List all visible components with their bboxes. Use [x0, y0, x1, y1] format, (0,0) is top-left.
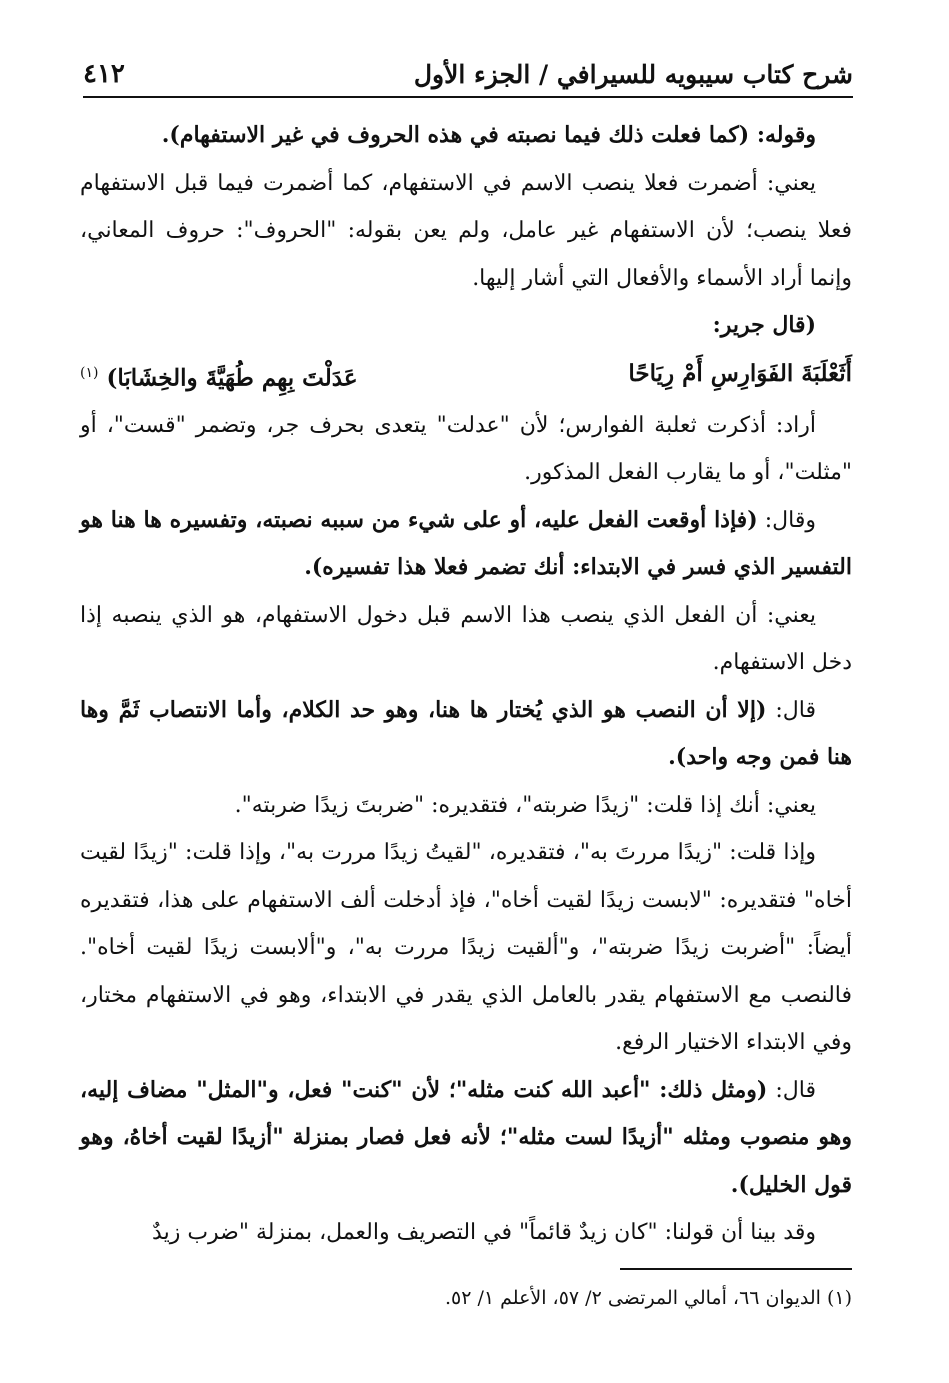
footnote-divider [620, 1268, 852, 1270]
paragraph [80, 497, 852, 592]
quote-lead: وقال: [757, 507, 817, 533]
verse-line [80, 350, 852, 402]
quote-lead: قال: [766, 697, 816, 723]
page-number: ٤١٢ [83, 59, 125, 89]
page-header [83, 52, 853, 98]
verse-second-text: عَدَلْتَ بِهِم طُهَيَّةَ والخِشَابَا) [106, 364, 358, 392]
quoted-text: (إلا أن النصب هو الذي يُختار ها هنا، وهو حد الكلام، وأما الانتصاب ثَمَّ وها هنا فمن وجه واحد). [80, 696, 852, 771]
paragraph: يعني: أضمرت فعلا ينصب الاسم في الاستفهام، كما أضمرت فيما قبل الاستفهام فعلا ينصب؛ لأن الاستفهام غير عامل، ولم يعن بقوله: "الحروف": حروف المعاني، وإنما أراد الأسماء والأفعال التي أشار إليها. [80, 170, 852, 291]
paragraph [80, 1067, 852, 1210]
page-body [80, 112, 852, 1257]
paragraph: وقوله: (كما فعلت ذلك فيما نصبته في هذه الحروف في غير الاستفهام). [161, 122, 816, 148]
quoted-text: (ومثل ذلك: "أعبد الله كنت مثله"؛ لأن "كنت" فعل، و"المثل" مضاف إليه، وهو منصوب ومثله "أزيدًا لست مثله"؛ لأنه فعل فصار بمنزلة "أزيدًا لقيت أخاهُ، وهو قول الخليل). [80, 1076, 852, 1198]
poet-attribution: (قال جرير: [712, 312, 816, 338]
verse-second-hemistich [80, 350, 358, 402]
verse-first-hemistich: أَثَعْلَبَةَ الفَوَارِسِ أَمْ رِيَاحًا [628, 359, 852, 387]
quote-lead: قال: [767, 1077, 816, 1103]
paragraph: وقد بينا أن قولنا: "كان زيدٌ قائماً" في التصريف والعمل، بمنزلة "ضرب زيدٌ [152, 1220, 816, 1246]
paragraph: يعني: أنك إذا قلت: "زيدًا ضربته"، فتقديره: "ضربتَ زيدًا ضربته". [234, 792, 816, 818]
footnote-reference: (١) [80, 364, 99, 381]
paragraph: أراد: أذكرت ثعلبة الفوارس؛ لأن "عدلت" يتعدى بحرف جر، وتضمر "قست"، أو "مثلت"، أو ما يقارب الفعل المذكور. [80, 412, 852, 486]
footnote: (١) الديوان ٦٦، أمالي المرتضى ٢/ ٥٧، الأعلم ١/ ٥٢. [444, 1287, 852, 1309]
paragraph: وإذا قلت: "زيدًا مررتَ به"، فتقديره، "لقيتُ زيدًا مررت به"، وإذا قلت: "زيدًا لقيت أخاه" فتقديره: "لابست زيدًا لقيت أخاه"، فإذ أدخلت ألف الاستفهام على هذا، فتقديره أيضاً: "أضربت زيدًا ضربته"، و"ألقيت زيدًا مررت به"، و"ألابست زيدًا لقيت أخاه". فالنصب مع الاستفهام يقدر بالعامل الذي يقدر في الابتداء، وهو في الاستفهام مختار، وفي الابتداء الاختيار الرفع. [80, 840, 852, 1056]
running-title: شرح كتاب سيبويه للسيرافي / الجزء الأول [413, 59, 853, 89]
quoted-text: (فإذا أوقعت الفعل عليه، أو على شيء من سببه نصبته، وتفسيره ها هنا هو التفسير الذي فسر في الابتداء: أنك تضمر فعلا هذا تفسيره). [80, 506, 852, 581]
paragraph: يعني: أن الفعل الذي ينصب هذا الاسم قبل دخول الاستفهام، هو الذي ينصبه إذا دخل الاستفهام. [80, 602, 852, 676]
paragraph [80, 687, 852, 782]
